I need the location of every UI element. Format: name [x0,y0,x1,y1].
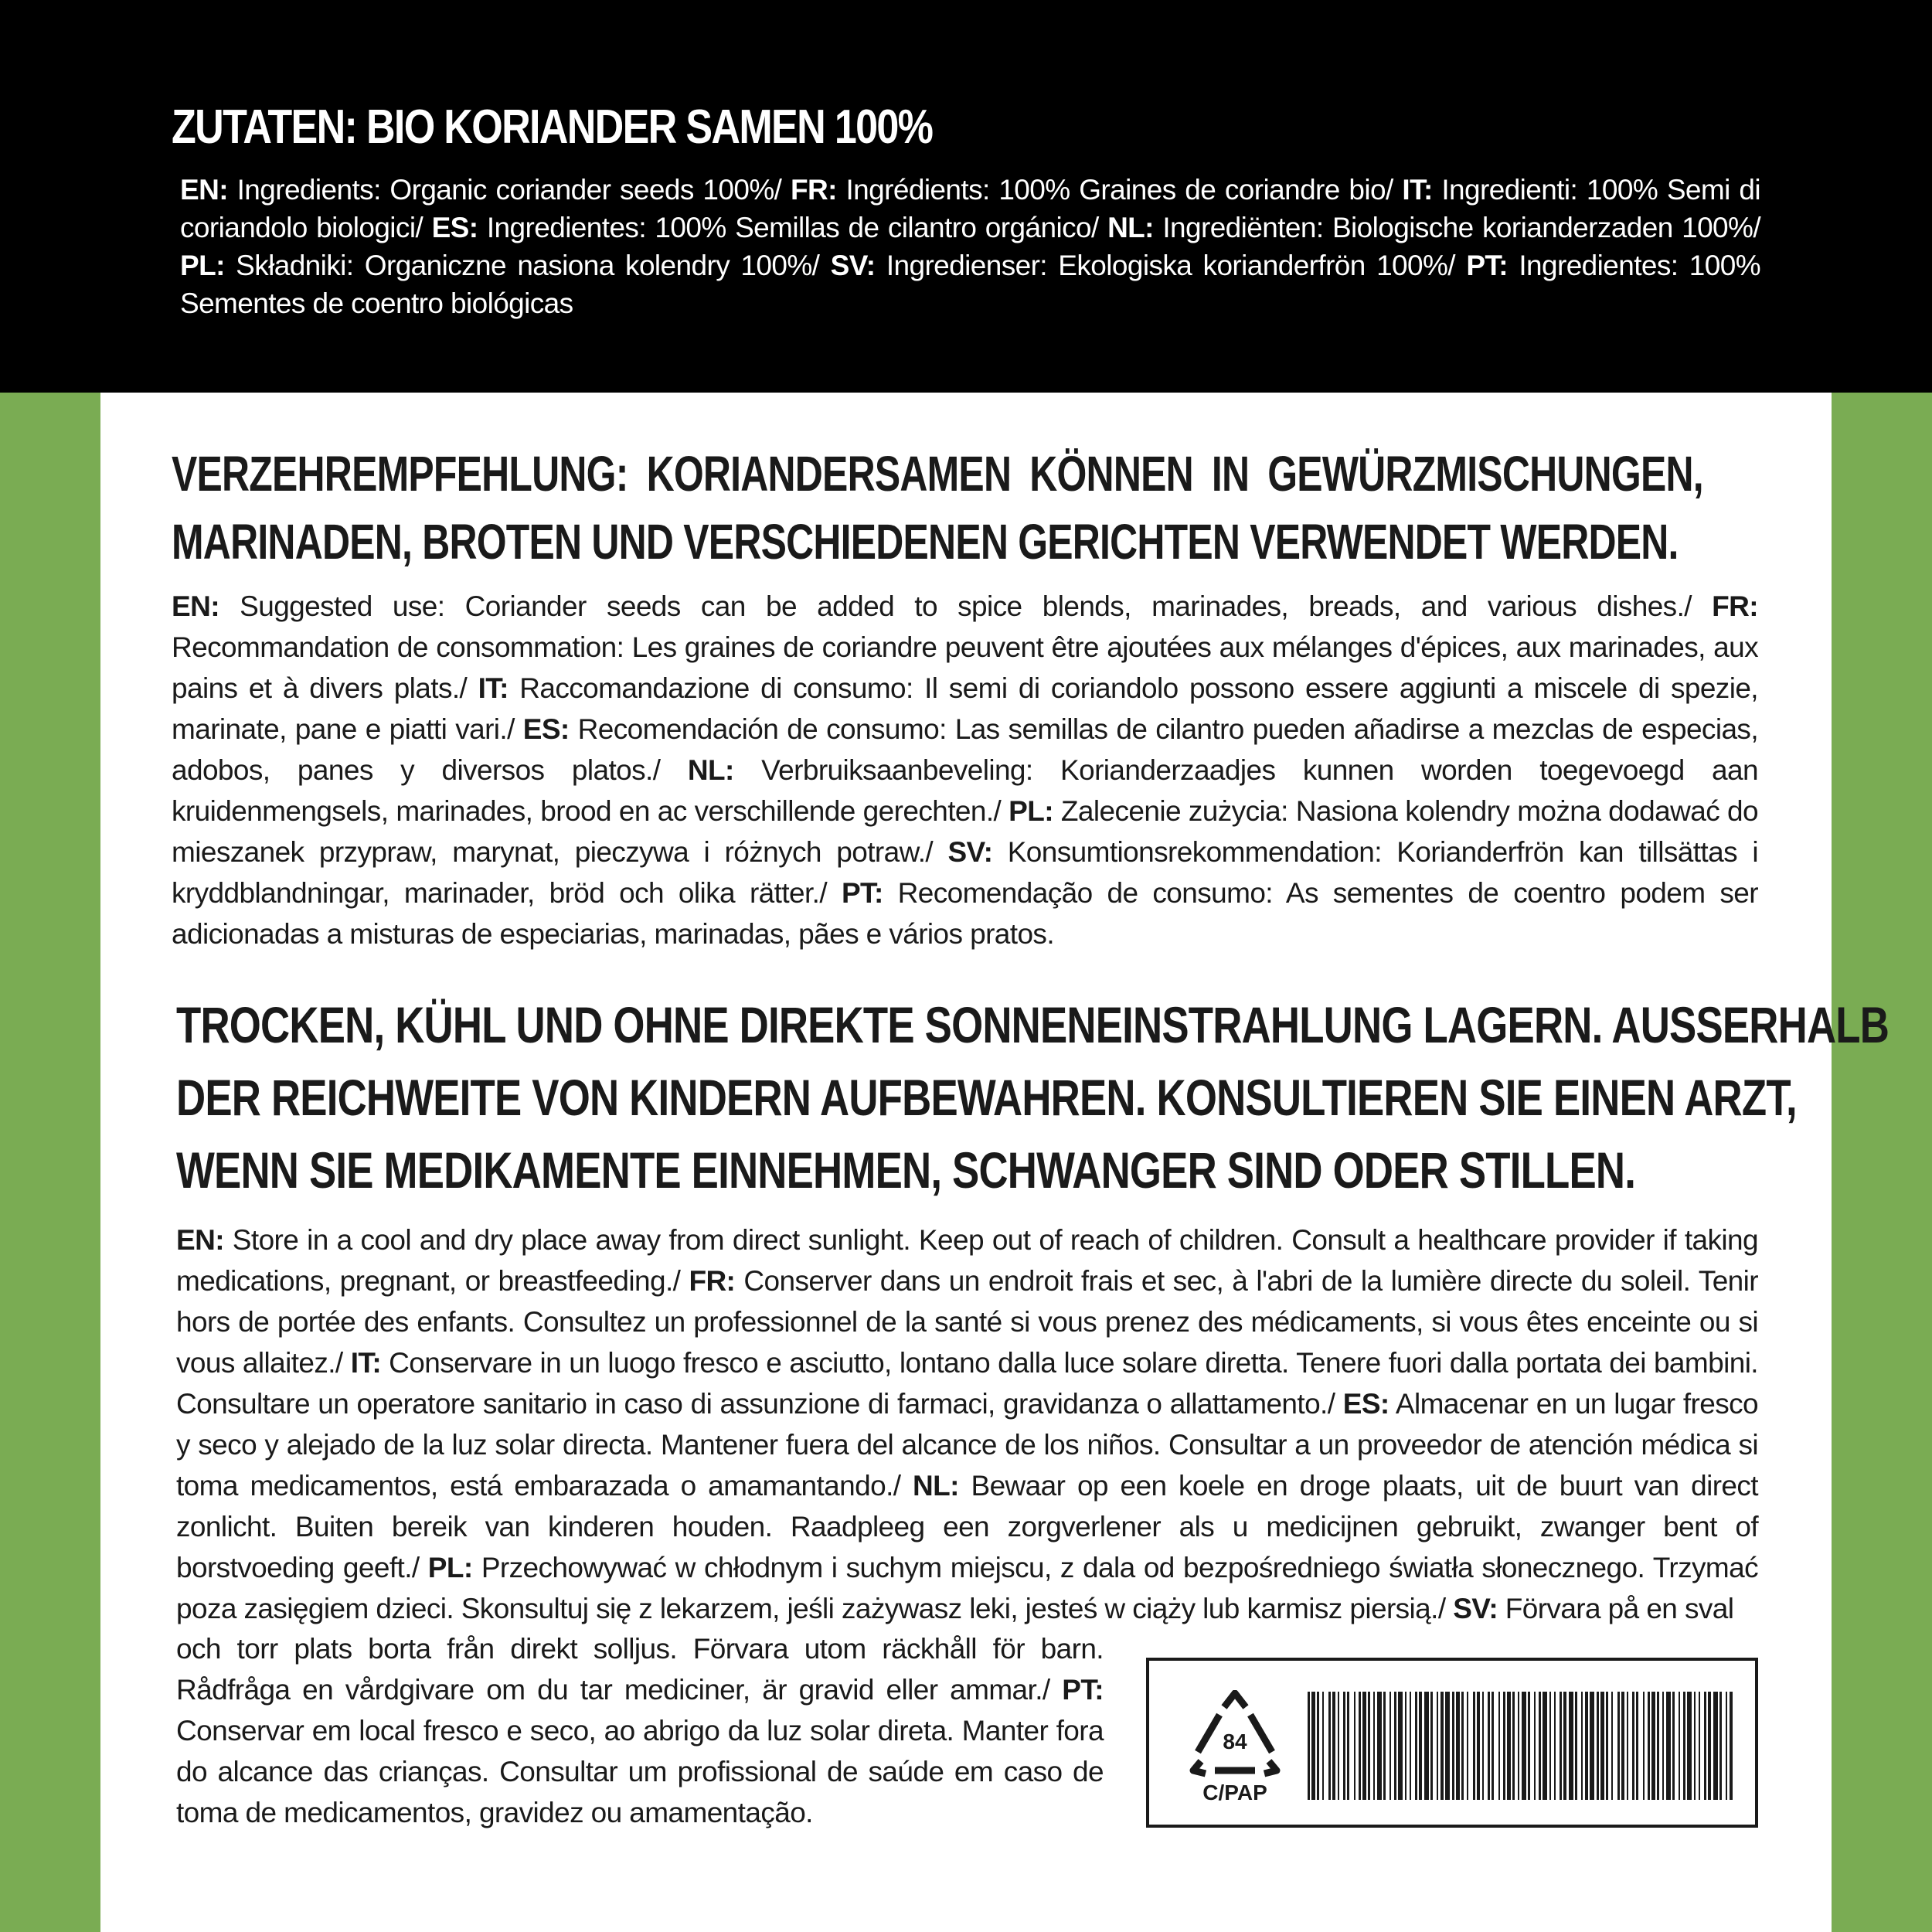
usage-translations [172,586,1758,954]
language-code: ES: [431,212,478,243]
barcode-bar [1512,1692,1515,1800]
barcode-bar [1437,1692,1438,1800]
storage-heading-line-3: WENN SIE MEDIKAMENTE EINNEHMEN, SCHWANGER SIND ODER STILLEN. [176,1141,1636,1199]
language-code: EN: [176,1224,224,1256]
barcode-bar [1543,1692,1547,1800]
barcode-bar [1666,1692,1671,1800]
barcode-bar [1383,1692,1386,1800]
barcode-bar [1477,1692,1480,1800]
barcode-bar [1430,1692,1433,1800]
barcode-bar [1683,1692,1685,1800]
language-code: IT: [1402,174,1433,206]
translation-text: Ingredientes: 100% Semillas de cilantro orgánico/ [478,212,1108,243]
language-code: IT: [478,672,509,704]
barcode-bar [1398,1692,1403,1800]
barcode-bar [1332,1692,1335,1800]
language-code: NL: [913,1470,959,1502]
translation-text: Conservar em local fresco e seco, ao abrigo da luz solar direta. Manter fora do alcance das crianças. Consultar um profissional de saúde em caso de toma de medicamentos, gravidez ou amamentação. [176,1715,1104,1828]
barcode-bar [1617,1692,1620,1800]
ingredients-translations [180,171,1760,322]
barcode-bar [1308,1692,1310,1800]
translation-text: Recomendação de consumo: As sementes de coentro podem ser adicionadas a misturas de especiarias, marinadas, pães e vários pratos. [172,877,1758,950]
barcode-bar [1522,1692,1526,1800]
language-code: NL: [687,754,734,786]
language-code: SV: [1453,1593,1498,1624]
language-code: FR: [689,1265,736,1297]
barcode-bar [1359,1692,1361,1800]
barcode-bar [1343,1692,1345,1800]
barcode-bar [1672,1692,1675,1800]
barcode-bar [1662,1692,1664,1800]
barcode-bar [1581,1692,1583,1800]
barcode-bar [1730,1692,1733,1800]
barcode-bar [1373,1692,1375,1800]
translation-text: Suggested use: Coriander seeds can be added to spice blends, marinades, breads, and various dishes./ [219,590,1713,622]
translation-text: Ingredienti: 100% Semi di coriandolo biologici/ [180,174,1760,243]
storage-heading-line-1: TROCKEN, KÜHL UND OHNE DIREKTE SONNENEINSTRAHLUNG LAGERN. AUSSERHALB [176,996,1889,1053]
barcode-bar [1482,1692,1484,1800]
recycling-barcode-box [1146,1658,1758,1828]
barcode-bar [1311,1692,1315,1800]
barcode-bar [1687,1692,1692,1800]
language-code: SV: [947,836,993,868]
barcode-bar [1636,1692,1638,1800]
barcode-bar [1713,1692,1718,1800]
barcode-bar [1440,1692,1444,1800]
barcode-bar [1708,1692,1711,1800]
barcode-bar [1492,1692,1494,1800]
barcode-bar [1611,1692,1613,1800]
ingredients-band [0,0,1932,393]
barcode-bar [1452,1692,1454,1800]
barcode-bar [1415,1692,1417,1800]
barcode-bar [1328,1692,1331,1800]
barcode-bar [1389,1692,1391,1800]
usage-heading-line-2: MARINADEN, BROTEN UND VERSCHIEDENEN GERICHTEN VERWENDET WERDEN. [172,514,1679,570]
translation-text: Verbruiksaanbeveling: Korianderzaadjes kunnen worden toegevoegd aan kruidenmengsels, marinades, brood en ac verschillende gerechten./ [172,754,1758,827]
translation-text: och torr plats borta från direkt solljus. Förvara utom räckhåll för barn. Rådfråga en vårdgivare om du tar mediciner, är gravid eller ammar./ [176,1633,1104,1706]
storage-heading-line-2: DER REICHWEITE VON KINDERN AUFBEWAHREN. KONSULTIEREN SIE EINEN ARZT, [176,1069,1797,1126]
translation-text: Almacenar en un lugar fresco y seco y alejado de la luz solar directa. Mantener fuera del alcance de los niños. Consultar a un proveedor de atención médica si toma medicamentos, está embarazada o amamantando./ [176,1388,1759,1502]
barcode-bar [1694,1692,1696,1800]
language-code: IT: [350,1347,382,1379]
barcode-bar [1488,1692,1490,1800]
language-code: FR: [790,174,837,206]
recycling-code: C/PAP [1202,1781,1267,1804]
barcode-bar [1621,1692,1624,1800]
translation-text: Ingredienser: Ekologiska korianderfrön 100%/ [875,250,1467,281]
barcode-bar [1424,1692,1429,1800]
barcode-bar [1461,1692,1464,1800]
translation-text: Ingrédients: 100% Graines de coriandre bio/ [836,174,1403,206]
translation-text: Raccomandazione di consumo: Il semi di coriandolo possono essere aggiunti a miscele di spezie, marinate, pane e piatti vari./ [172,672,1758,745]
barcode-bar [1539,1692,1541,1800]
barcode-bar [1362,1692,1366,1800]
barcode-bar [1657,1692,1659,1800]
translation-text: Ingredientes: 100% Sementes de coentro biológicas [180,250,1761,319]
barcode-bar [1467,1692,1468,1800]
language-code: PL: [427,1552,473,1583]
barcode-bar [1394,1692,1396,1800]
translation-text: Bewaar op een koele en droge plaats, uit de buurt van direct zonlicht. Buiten bereik van kinderen houden. Raadpleeg een zorgverlener als u medicijnen gebruikt, zwanger bent of borstvoeding geeft./ [176,1470,1758,1583]
language-code: SV: [830,250,876,281]
translation-text: Recommandation de consommation: Les graines de coriandre peuvent être ajoutées aux mélanges d'épices, aux marinades, aux pains et à divers plats./ [172,631,1758,704]
barcode-bar [1347,1692,1349,1800]
translation-text: Conservare in un luogo fresco e asciutto, lontano dalla luce solare diretta. Tenere fuori dalla portata dei bambini. Consultare un operatore sanitario in caso di assunzione di farmaci, gravidanza o allattamento./ [176,1347,1758,1420]
barcode-bar [1575,1692,1577,1800]
translation-text: Förvara på en sval [1498,1593,1734,1624]
language-code: ES: [1342,1388,1389,1420]
barcode-bar [1679,1692,1680,1800]
barcode-bar [1569,1692,1573,1800]
barcode-bar [1585,1692,1588,1800]
barcode-bar [1560,1692,1562,1800]
ingredients-heading: ZUTATEN: BIO KORIANDER SAMEN 100% [172,100,933,154]
language-code: PL: [1009,795,1053,827]
storage-translations-continued [176,1628,1104,1833]
translation-text: Przechowywać w chłodnym i suchym miejscu, z dala od bezpośredniego światła słonecznego. Trzymać poza zasięgiem dzieci. Skonsultuj się z lekarzem, jeśli zażywasz leki, jesteś w ciąży lub karmisz piersią./ [176,1552,1758,1624]
recycling-number: 84 [1223,1730,1247,1753]
barcode-bar [1419,1692,1422,1800]
barcode-icon [1308,1692,1736,1800]
translation-text: Ingrediënten: Biologische korianderzaden 100%/ [1153,212,1761,243]
barcode-bar [1554,1692,1556,1800]
barcode-bar [1410,1692,1411,1800]
storage-translations [176,1219,1758,1629]
language-code: PT: [1062,1674,1104,1706]
language-code: ES: [522,713,570,745]
barcode-bar [1405,1692,1406,1800]
barcode-bar [1699,1692,1700,1800]
translation-text: Conserver dans un endroit frais et sec, à l'abri de la lumière directe du soleil. Tenir hors de portée des enfants. Consultez un professionnel de la santé si vous prenez des médicaments, si vous êtes enceinte ou si vous allaitez./ [176,1265,1758,1379]
barcode-bar [1317,1692,1319,1800]
language-code: EN: [172,590,219,622]
barcode-bar [1456,1692,1460,1800]
barcode-bar [1651,1692,1655,1800]
translation-text: Składniki: Organiczne nasiona kolendry 100%/ [224,250,831,281]
language-code: PT: [1466,250,1509,281]
barcode-bar [1606,1692,1608,1800]
translation-text: Store in a cool and dry place away from direct sunlight. Keep out of reach of children. Consult a healthcare provider if taking medications, pregnant, or breastfeeding./ [176,1224,1758,1297]
barcode-bar [1534,1692,1536,1800]
translation-text: Recomendación de consumo: Las semillas de cilantro pueden añadirse a mezclas de especias, adobos, panes y diversos platos./ [172,713,1758,786]
translation-text: Konsumtionsrekommendation: Korianderfrön kan tillsättas i kryddblandningar, marinader, bröd och olika rätter./ [172,836,1758,909]
recycling-triangle-icon [1184,1690,1286,1806]
barcode-bar [1719,1692,1722,1800]
barcode-bar [1627,1692,1628,1800]
barcode-bar [1498,1692,1500,1800]
barcode-bar [1338,1692,1339,1800]
language-code: PT: [841,877,883,909]
barcode-bar [1473,1692,1475,1800]
barcode-bar [1726,1692,1727,1800]
barcode-bar [1507,1692,1511,1800]
translation-text: Ingredients: Organic coriander seeds 100%/ [227,174,791,206]
barcode-bar [1590,1692,1594,1800]
barcode-bar [1549,1692,1551,1800]
barcode-bar [1445,1692,1450,1800]
barcode-bar [1503,1692,1505,1800]
language-code: PL: [180,250,225,281]
barcode-bar [1518,1692,1519,1800]
barcode-bar [1368,1692,1370,1800]
language-code: FR: [1712,590,1758,622]
barcode-bar [1377,1692,1382,1800]
barcode-bar [1643,1692,1645,1800]
barcode-bar [1597,1692,1599,1800]
language-code: EN: [180,174,228,206]
barcode-bar [1648,1692,1650,1800]
barcode-bar [1704,1692,1706,1800]
barcode-bar [1322,1692,1324,1800]
barcode-bar [1563,1692,1566,1800]
barcode-bar [1528,1692,1530,1800]
barcode-bar [1354,1692,1355,1800]
language-code: NL: [1107,212,1154,243]
barcode-bar [1600,1692,1604,1800]
barcode-bar [1632,1692,1634,1800]
translation-text: Zalecenie zużycia: Nasiona kolendry można dodawać do mieszanek przypraw, marynat, pieczywa i różnych potraw./ [172,795,1758,868]
usage-heading-line-1: VERZEHREMPFEHLUNG: KORIANDERSAMEN KÖNNEN IN GEWÜRZMISCHUNGEN, [172,446,1703,502]
